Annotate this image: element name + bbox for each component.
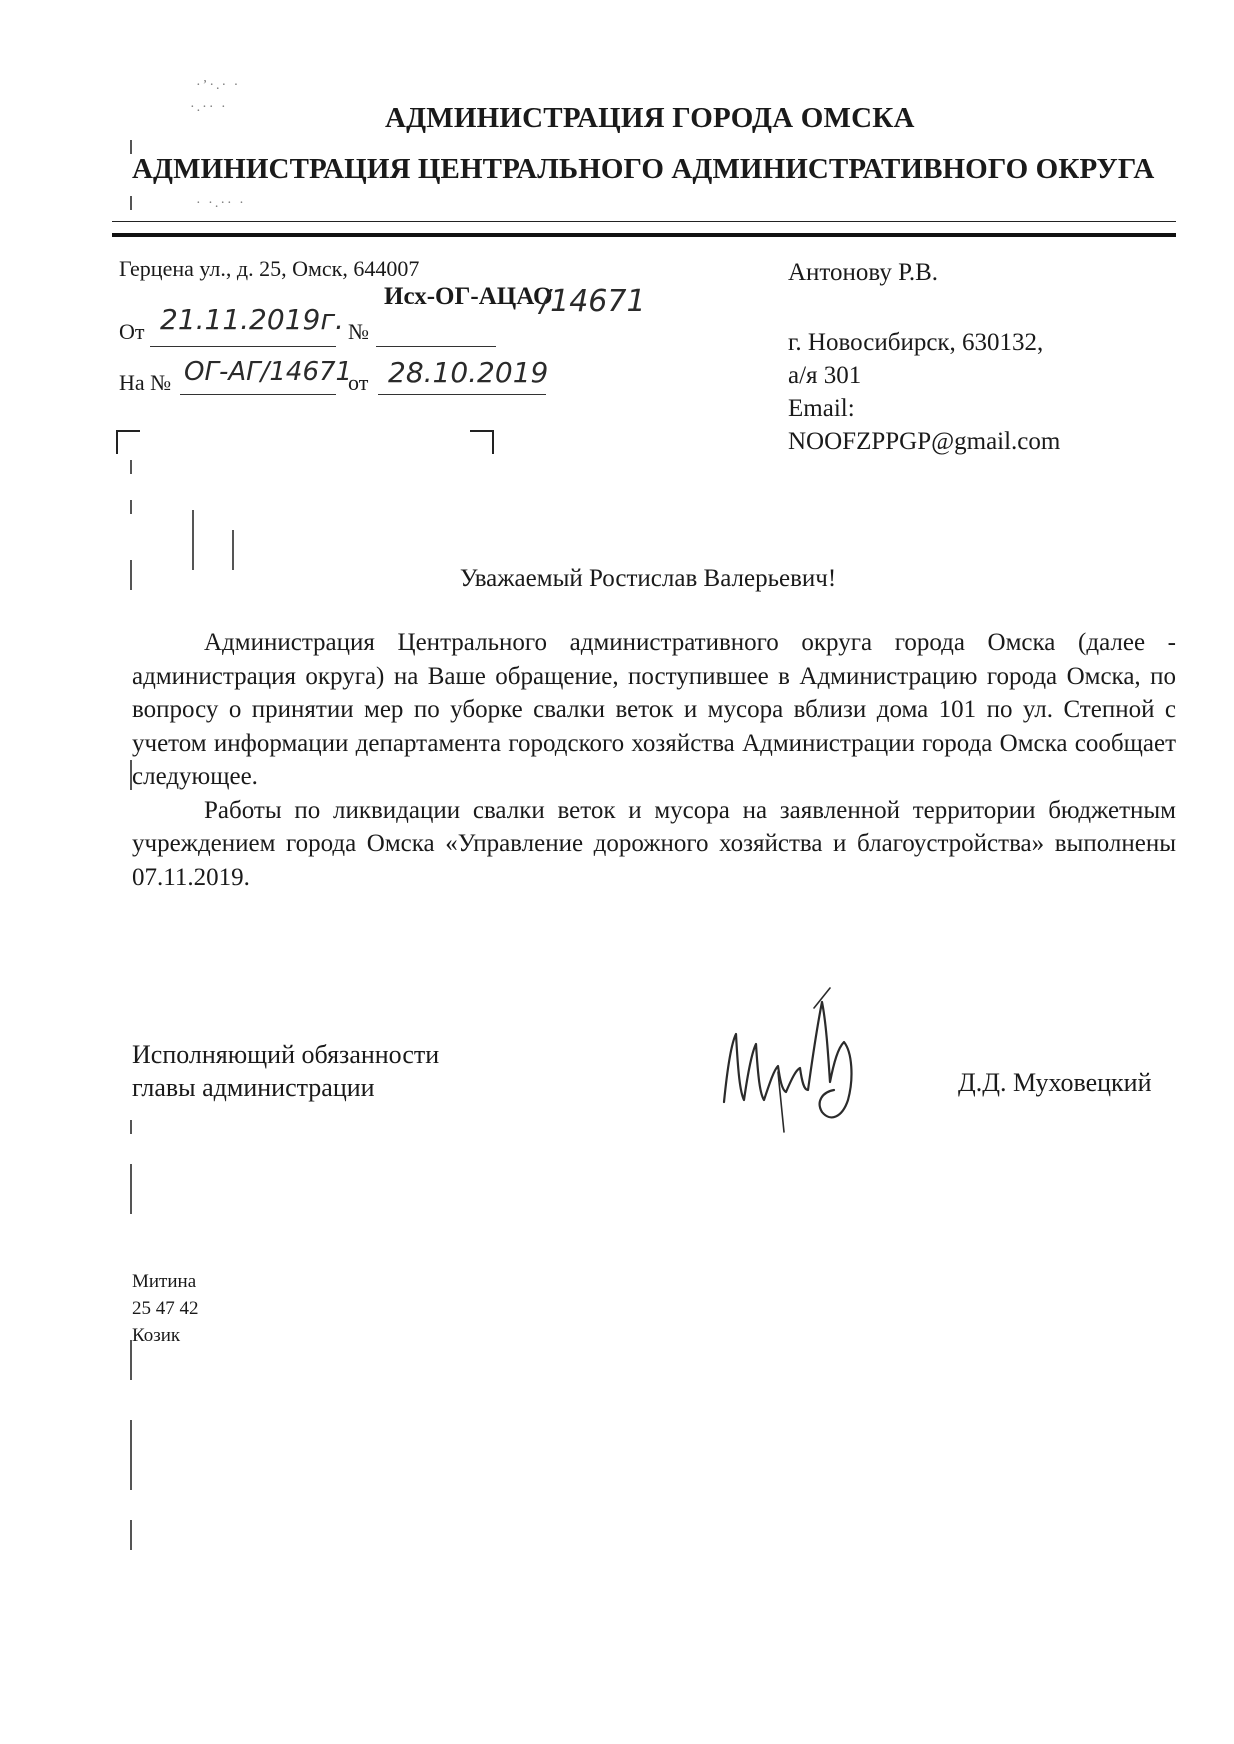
scan-noise: · ·.·· ·	[196, 196, 246, 211]
recipient-block	[788, 256, 1168, 458]
signatory-name: Д.Д. Муховецкий	[958, 1068, 1152, 1097]
recipient-city: г. Новосибирск, 630132,	[788, 329, 1044, 356]
margin-mark	[130, 1164, 132, 1214]
outgoing-date-label: От	[119, 319, 145, 344]
margin-mark	[130, 1120, 132, 1134]
margin-mark	[130, 140, 132, 154]
margin-mark	[130, 760, 132, 790]
margin-mark	[192, 510, 194, 570]
reply-number: ОГ-АГ/14671	[184, 357, 353, 387]
executor-name-1: Митина	[132, 1271, 197, 1292]
signatory-position-line1: Исполняющий обязанности	[132, 1040, 440, 1069]
body-paragraph-1: Администрация Центрального административного округа города Омска (далее - администрация округа) на Ваше обращение, поступившее в Администрацию города Омска, по вопросу о принятии мер по уборке свалки веток и мусора вблизи дома 101 по ул. Степной с учетом информации департамента городского хозяйства Администрации города Омска сообщает следующее.	[132, 629, 1176, 790]
outgoing-date: 21.11.2019г.	[160, 303, 344, 336]
outgoing-number-handwritten: /14671	[540, 284, 646, 319]
signatory-position	[132, 1038, 439, 1104]
executor-phone: 25 47 42	[132, 1298, 199, 1319]
number-label: №	[348, 319, 369, 344]
number-underline	[376, 346, 496, 347]
handwritten-signature	[718, 982, 868, 1142]
address-corner-left	[116, 430, 140, 454]
recipient-po-box: а/я 301	[788, 362, 862, 389]
margin-mark	[130, 1420, 132, 1490]
salutation: Уважаемый Ростислав Валерьевич!	[459, 565, 837, 592]
margin-mark	[130, 196, 132, 210]
letter-body	[132, 626, 1176, 894]
scan-noise: ·ʼ·.· ·	[196, 78, 241, 93]
executor-name-2: Козик	[132, 1325, 181, 1346]
reply-date: 28.10.2019	[388, 356, 549, 389]
reply-date-label: от	[348, 370, 369, 395]
recipient-name: Антонову Р.В.	[788, 259, 939, 286]
reply-number-label: На №	[119, 370, 172, 395]
reply-number-underline	[180, 394, 336, 395]
body-paragraph-2: Работы по ликвидации свалки веток и мусора на заявленной территории бюджетным учреждением города Омска «Управление дорожного хозяйства и благоустройства» выполнены 07.11.2019.	[132, 796, 1176, 891]
header-title-district: АДМИНИСТРАЦИЯ ЦЕНТРАЛЬНОГО АДМИНИСТРАТИВНОГО ОКРУГА	[132, 153, 1155, 185]
reply-date-underline	[378, 394, 546, 395]
margin-mark	[130, 560, 132, 590]
signatory-position-line2: главы администрации	[132, 1073, 375, 1102]
margin-mark	[130, 460, 132, 474]
recipient-email-label: Email:	[788, 395, 855, 422]
header-rule-thick	[112, 233, 1176, 237]
recipient-email: NOOFZPPGP@gmail.com	[788, 428, 1061, 455]
outgoing-date-underline	[150, 346, 336, 347]
margin-mark	[130, 1520, 132, 1550]
scan-noise: ·.·· ·	[190, 100, 228, 115]
executors-block	[132, 1268, 199, 1349]
address-corner-right	[470, 430, 494, 454]
header-title-city: АДМИНИСТРАЦИЯ ГОРОДА ОМСКА	[385, 102, 915, 134]
outgoing-number-stamp: Исх-ОГ-АЦАО	[384, 283, 553, 310]
margin-mark	[130, 1340, 132, 1380]
margin-mark	[232, 530, 234, 570]
margin-mark	[130, 500, 132, 514]
header-rule-thin	[112, 221, 1176, 222]
sender-address: Герцена ул., д. 25, Омск, 644007	[119, 256, 420, 281]
